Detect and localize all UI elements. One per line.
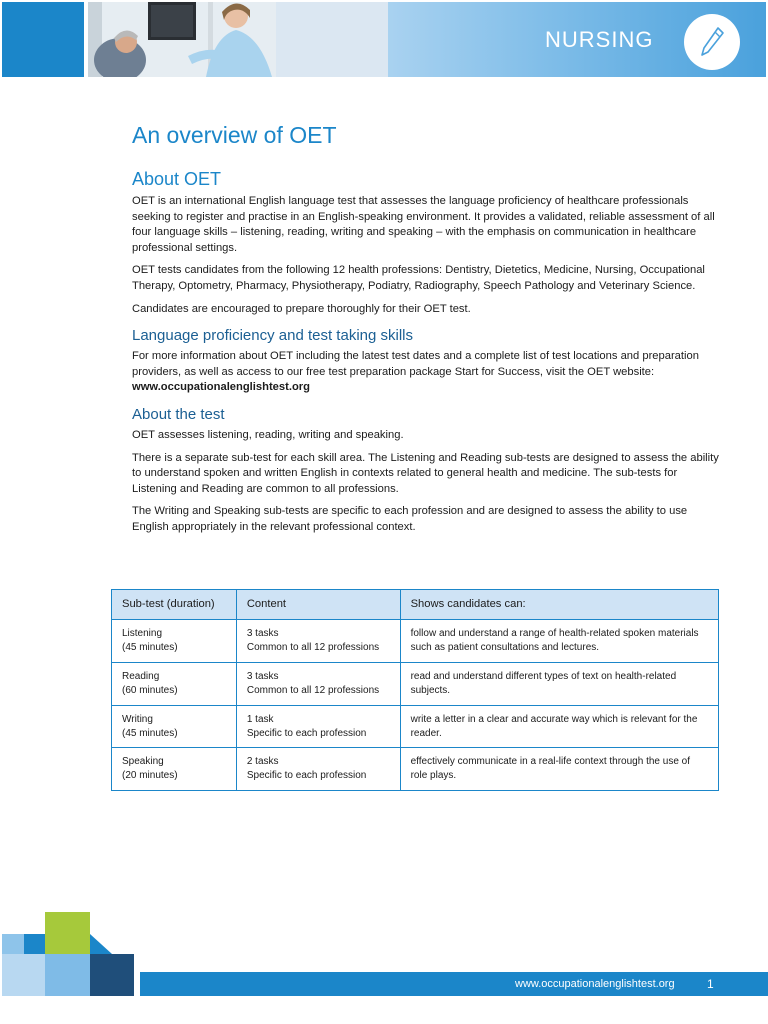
subtest-cell bbox=[112, 663, 237, 706]
about-oet-paragraph-3: Candidates are encouraged to prepare thoroughly for their OET test. bbox=[132, 302, 471, 315]
footer-block-triangle bbox=[90, 934, 112, 954]
footer-block-green bbox=[45, 912, 90, 954]
about-test-heading: About the test bbox=[132, 405, 225, 423]
table-header-content: Content bbox=[236, 590, 400, 620]
task-scope: Specific to each profession bbox=[246, 727, 367, 739]
about-test-paragraph-2: There is a separate sub-test for each skill area. The Listening and Reading sub-tests are designed to assess the ability to understand spoken and written English in contexts related to general health and medicine. The sub-tests for Listening and Reading are common to all professions. bbox=[132, 451, 719, 495]
subtest-name: Listening bbox=[122, 628, 163, 639]
subtest-name: Reading bbox=[122, 671, 160, 682]
about-test-paragraph-1: OET assesses listening, reading, writing and speaking. bbox=[132, 428, 404, 441]
content-cell bbox=[236, 663, 400, 706]
content-cell bbox=[236, 620, 400, 663]
footer-block-small-blue bbox=[24, 934, 45, 954]
language-section-text: For more information about OET including the latest test dates and a complete list of test locations and preparation providers, as well as access to our free test preparation package Start for Success, visit the OET website: bbox=[132, 350, 699, 378]
table-header-subtest: Sub-test (duration) bbox=[112, 590, 237, 620]
subtest-name: Writing bbox=[122, 714, 153, 725]
task-count: 3 tasks bbox=[246, 628, 279, 639]
shows-cell: follow and understand a range of health-related spoken materials such as patient consultations and lectures. bbox=[400, 620, 718, 663]
subtest-table bbox=[111, 589, 719, 791]
subtest-duration: (20 minutes) bbox=[122, 769, 178, 781]
shows-cell: effectively communicate in a real-life context through the use of role plays. bbox=[400, 748, 718, 791]
table-row bbox=[112, 620, 719, 663]
page-title: An overview of OET bbox=[132, 122, 337, 148]
content-cell bbox=[236, 748, 400, 791]
header-blue-square bbox=[2, 2, 84, 77]
shows-cell: write a letter in a clear and accurate way which is relevant for the reader. bbox=[400, 706, 718, 748]
about-oet-paragraph-2: OET tests candidates from the following 12 health professions: Dentistry, Dietetics, Medicine, Nursing, Occupational Therapy, Optometry, Pharmacy, Physiotherapy, Podiatry, Radiography, Speech Pathology and Veterinary Science. bbox=[132, 264, 705, 292]
footer-block-pale bbox=[2, 954, 45, 996]
subtest-cell bbox=[112, 620, 237, 663]
subtest-duration: (60 minutes) bbox=[122, 684, 178, 696]
table-row bbox=[112, 748, 719, 791]
language-section-paragraph bbox=[132, 349, 722, 396]
main-content bbox=[132, 122, 722, 543]
task-scope: Common to all 12 professions bbox=[246, 684, 380, 696]
task-count: 2 tasks bbox=[246, 756, 279, 767]
language-section-heading: Language proficiency and test taking skills bbox=[132, 327, 414, 345]
shows-cell: read and understand different types of text on health-related subjects. bbox=[400, 663, 718, 706]
about-oet-heading: About OET bbox=[132, 169, 222, 189]
task-scope: Specific to each profession bbox=[246, 769, 367, 781]
task-scope: Common to all 12 professions bbox=[246, 641, 380, 653]
subtest-duration: (45 minutes) bbox=[122, 727, 178, 739]
nurse-patient-illustration bbox=[88, 2, 388, 77]
subtest-name: Speaking bbox=[122, 756, 164, 767]
about-test-paragraph-3: The Writing and Speaking sub-tests are specific to each profession and are designed to assess the ability to use English appropriately in the relevant professional context. bbox=[132, 505, 688, 533]
pencil-icon bbox=[698, 26, 726, 58]
subtest-cell bbox=[112, 706, 237, 748]
content-cell bbox=[236, 706, 400, 748]
table-header-shows: Shows candidates can: bbox=[400, 590, 718, 620]
table-row bbox=[112, 706, 719, 748]
table-header-row bbox=[112, 590, 719, 620]
header-title: NURSING bbox=[545, 27, 654, 52]
subtest-cell bbox=[112, 748, 237, 791]
footer-url[interactable]: www.occupationalenglishtest.org bbox=[515, 978, 675, 990]
page-number: 1 bbox=[707, 977, 714, 991]
task-count: 3 tasks bbox=[246, 671, 279, 682]
subtest-duration: (45 minutes) bbox=[122, 641, 178, 653]
website-link[interactable]: www.occupationalenglishtest.org bbox=[132, 381, 310, 394]
footer-block-small-light bbox=[2, 934, 24, 954]
table-row bbox=[112, 663, 719, 706]
header-icon-badge bbox=[684, 14, 740, 70]
header-photo bbox=[88, 2, 388, 77]
footer-block-mid bbox=[45, 954, 90, 996]
footer-block-navy bbox=[90, 954, 134, 996]
about-oet-paragraph-1: OET is an international English language test that assesses the language proficiency of healthcare professionals seeking to register and practise in an English-speaking environment. It provides a validated, reliable assessment of all four language skills – listening, reading, writing and speaking – with the emphasis on communication in healthcare professional settings. bbox=[132, 195, 715, 254]
task-count: 1 task bbox=[246, 714, 274, 725]
